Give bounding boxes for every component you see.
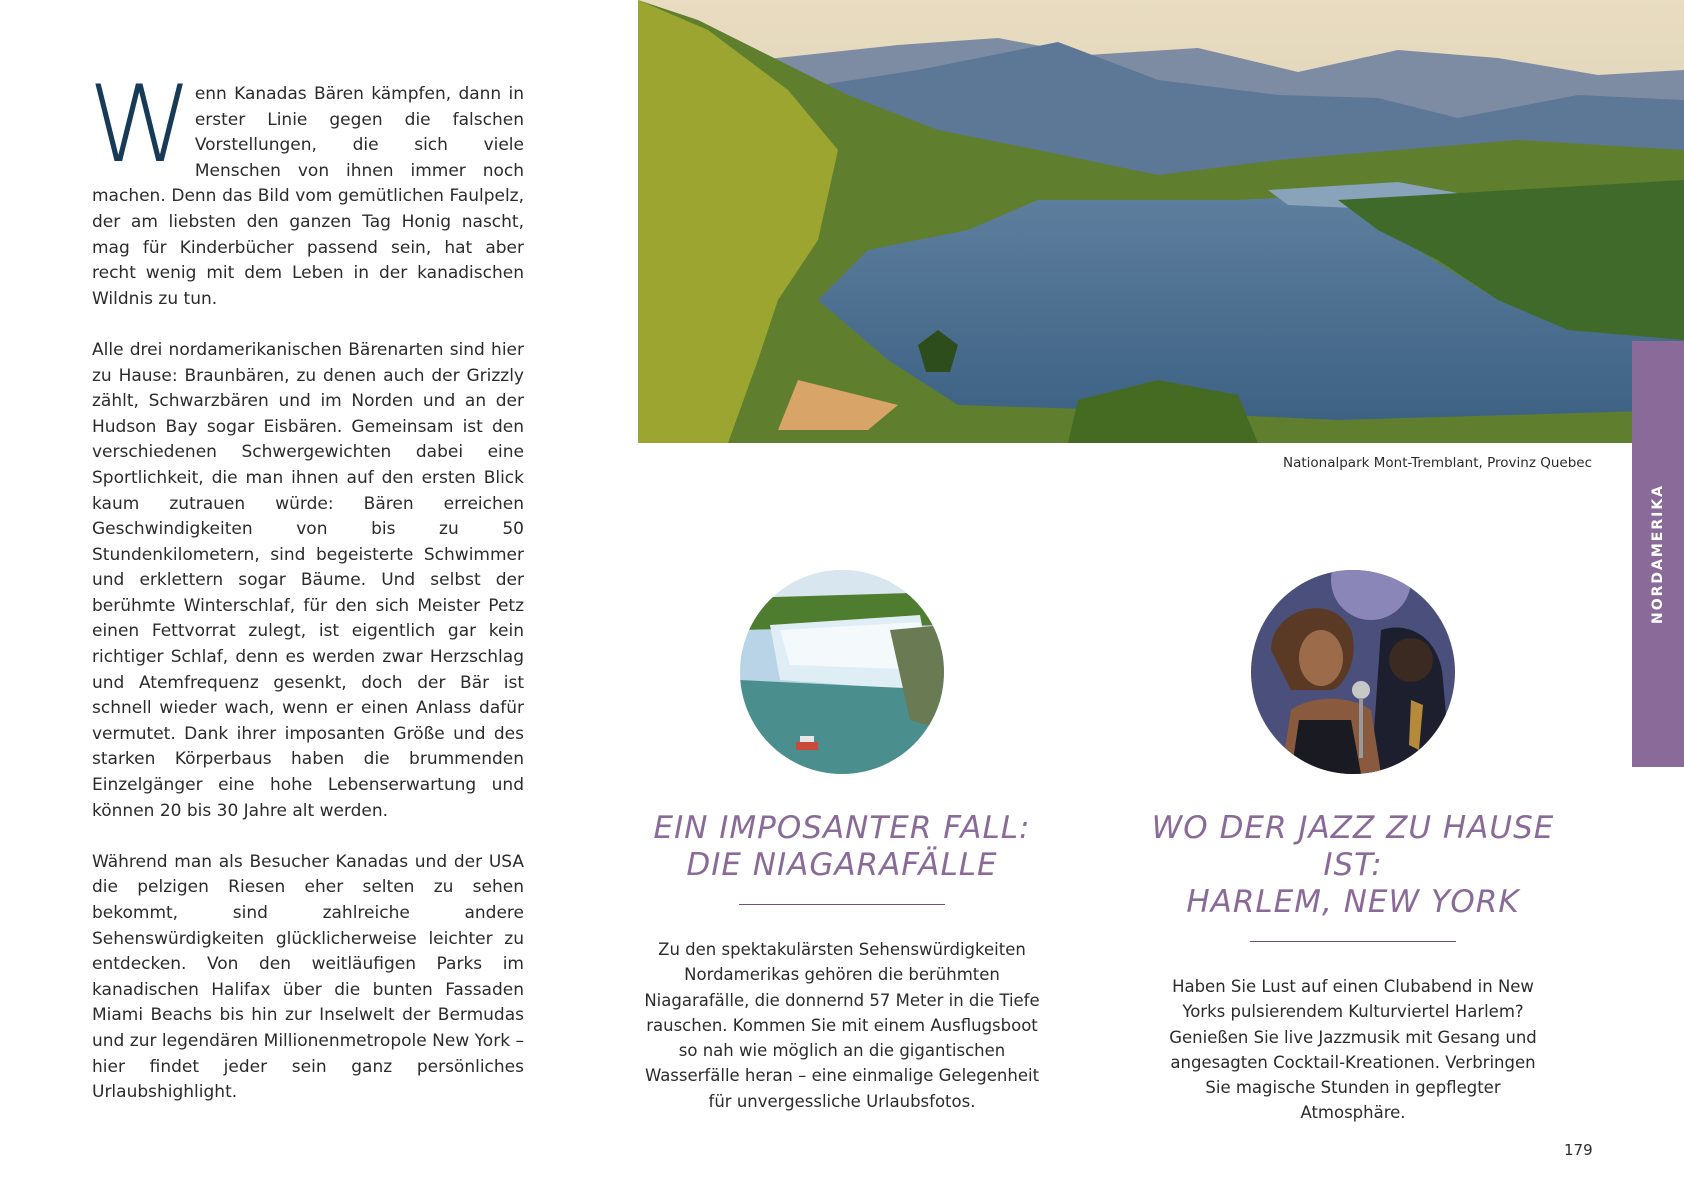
- feature-niagara-text: Zu den spektakulärsten Sehenswürdigkeiten Nordamerikas gehören die berühmten Niagarafälle, die donnernd 57 Meter in die Tiefe rauschen. Kommen Sie mit einem Ausflugsboot so nah wie möglich an die gigantischen Wasserfälle heran – eine einmalige Gelegenheit für unvergessliche Urlaubsfotos.: [644, 940, 1040, 1111]
- waterfall-illustration: [740, 570, 944, 774]
- drop-cap: W: [88, 63, 189, 186]
- feature-niagara: [622, 570, 1062, 1114]
- feature-harlem-text: Haben Sie Lust auf einen Clubabend in New Yorks pulsierendem Kulturviertel Harlem? Genießen Sie live Jazzmusik mit Gesang und angesagten Cocktail-Kreationen. Verbringen Sie magische Stunden in gepflegter Atmosphäre.: [1169, 977, 1537, 1123]
- feature-harlem-title-line-1: WO DER JAZZ ZU HAUSE IST:: [1151, 810, 1555, 883]
- hero-landscape-photo: [638, 0, 1684, 443]
- article-paragraph-3: Während man als Besucher Kanadas und der USA die pelzigen Riesen eher selten zu sehen bekommt, sind zahlreiche andere Sehenswürdigkeiten glücklicherweise leichter zu entdecken. Von den weitläufigen Parks im kanadischen Halifax über die bunten Fassaden Miami Beachs bis hin zur Inselwelt der Bermudas und zur legendären Millionenmetropole New York – hier findet jeder sein ganz persönliches Urlaubshighlight.: [92, 851, 524, 1103]
- feature-harlem-title: [1133, 810, 1573, 921]
- feature-niagara-title: [622, 810, 1062, 884]
- paragraph-1-text: enn Kanadas Bären kämpfen, dann in erster Linie gegen die falschen Vorstellungen, die sich viele Menschen von ihnen immer noch machen. Denn das Bild vom gemütlichen Faulpelz, der am liebsten den ganzen Tag Honig nascht, mag für Kinderbücher passend sein, hat aber recht wenig mit dem Leben in der kanadischen Wildnis zu tun.: [92, 84, 524, 309]
- hero-photo-caption: Nationalpark Mont-Tremblant, Provinz Quebec: [1282, 455, 1592, 471]
- article-paragraph-1: [88, 63, 524, 312]
- article-paragraph-2: Alle drei nordamerikanischen Bärenarten sind hier zu Hause: Braunbären, zu denen auch der Grizzly zählt, Schwarzbären und im Norden und an der Hudson Bay sogar Eisbären. Gemeinsam ist den verschiedenen Schwergewichten dabei eine Sportlichkeit, die man ihnen auf den ersten Blick kaum zutrauen würde: Bären erreichen Geschwindigkeiten von bis zu 50 Stundenkilometern, sind begeisterte Schwimmer und erklettern sogar Bäume. Und selbst der berühmte Winterschlaf, für den sich Meister Petz einen Fettvorrat zulegt, ist eigentlich gar kein richtiger Schlaf, denn es werden zwar Herzschlag und Atemfrequenz gesenkt, doch der Bär ist schnell wieder wach, wenn er einen Anlass dafür vermutet. Dank ihrer imposanten Größe und des starken Körperbaus haben die brummenden Einzelgänger eine hohe Lebenserwartung und können 20 bis 30 Jahre alt werden.: [92, 339, 524, 821]
- title-divider: [739, 904, 945, 905]
- title-divider: [1250, 941, 1456, 942]
- article-body: [88, 63, 524, 1131]
- niagara-falls-photo: [740, 570, 944, 774]
- section-tab-label: NORDAMERIKA: [1650, 483, 1666, 625]
- jazz-illustration: [1251, 570, 1455, 774]
- section-tab: [1632, 341, 1684, 767]
- lake-landscape-illustration: [638, 0, 1684, 443]
- feature-harlem-title-line-2: HARLEM, NEW YORK: [1186, 884, 1520, 920]
- feature-niagara-title-line-1: EIN IMPOSANTER FALL:: [653, 810, 1031, 846]
- jazz-singer-photo: [1251, 570, 1455, 774]
- page-number: 179: [1564, 1141, 1593, 1159]
- feature-harlem: [1133, 570, 1573, 1126]
- feature-niagara-title-line-2: DIE NIAGARAFÄLLE: [686, 847, 998, 883]
